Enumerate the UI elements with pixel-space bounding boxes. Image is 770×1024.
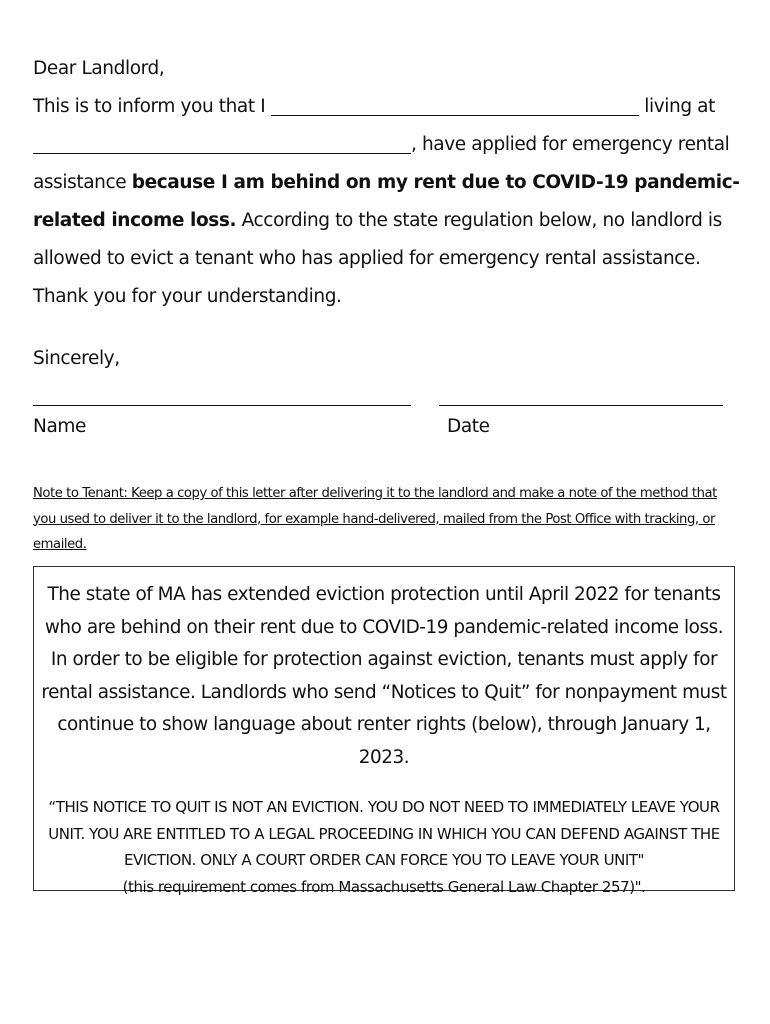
renter-rights-quote — [40, 794, 728, 900]
letter-line-1 — [33, 88, 733, 126]
letter-body — [33, 50, 740, 316]
name-signature-line[interactable] — [33, 405, 411, 406]
line4-normal: According to the state regulation below, no landlord is — [236, 210, 722, 231]
tenant-note: Note to Tenant: Keep a copy of this letter after delivering it to the landlord and make a note of the method that you used to deliver it to the landlord, for example hand-delivered, mailed from the Post Office with tracking, or emailed. — [33, 486, 717, 552]
name-label: Name — [33, 416, 86, 437]
line2-suffix: , have applied for emergency rental — [411, 134, 730, 155]
date-label: Date — [447, 416, 490, 437]
letter-line-4 — [33, 202, 733, 240]
line4-bold: related income loss. — [33, 210, 237, 231]
letter-line-6: Thank you for your understanding. — [33, 286, 342, 307]
quote-source: (this requirement comes from Massachusetts General Law Chapter 257)". — [122, 877, 646, 896]
letter-line-5: allowed to evict a tenant who has applied for emergency rental assistance. — [33, 248, 701, 269]
line3-bold: because I am behind on my rent due to COVID-19 pandemic- — [131, 172, 740, 193]
info-main-text: The state of MA has extended eviction protection until April 2022 for tenants who are behind on their rent due to COVID-19 pandemic-related income loss. In order to be eligible for protection against eviction, tenants must apply for rental assistance. Landlords who send “Notices to Quit” for nonpayment must continue to show language about renter rights (below), through January 1, 2023. — [41, 584, 727, 768]
line1-prefix: This is to inform you that I — [33, 96, 271, 117]
date-signature-line[interactable] — [439, 405, 723, 406]
line3-normal: assistance — [33, 172, 132, 193]
greeting: Dear Landlord, — [33, 58, 165, 79]
letter-line-3 — [33, 164, 740, 202]
closing: Sincerely, — [33, 348, 120, 369]
eviction-protection-info-box — [33, 566, 735, 896]
line1-suffix: living at — [638, 96, 715, 117]
tenant-name-blank[interactable] — [271, 93, 639, 116]
quote-text: “THIS NOTICE TO QUIT IS NOT AN EVICTION. YOU DO NOT NEED TO IMMEDIATELY LEAVE YOUR UNIT. YOU ARE ENTITLED TO A LEGAL PROCEEDING IN WHICH YOU CAN DEFEND AGAINST THE EVICTION. ONLY A COURT ORDER CAN FORCE YOU TO LEAVE YOUR UNIT" — [48, 798, 720, 869]
tenant-address-blank[interactable] — [33, 131, 411, 154]
letter-line-2 — [33, 126, 733, 164]
